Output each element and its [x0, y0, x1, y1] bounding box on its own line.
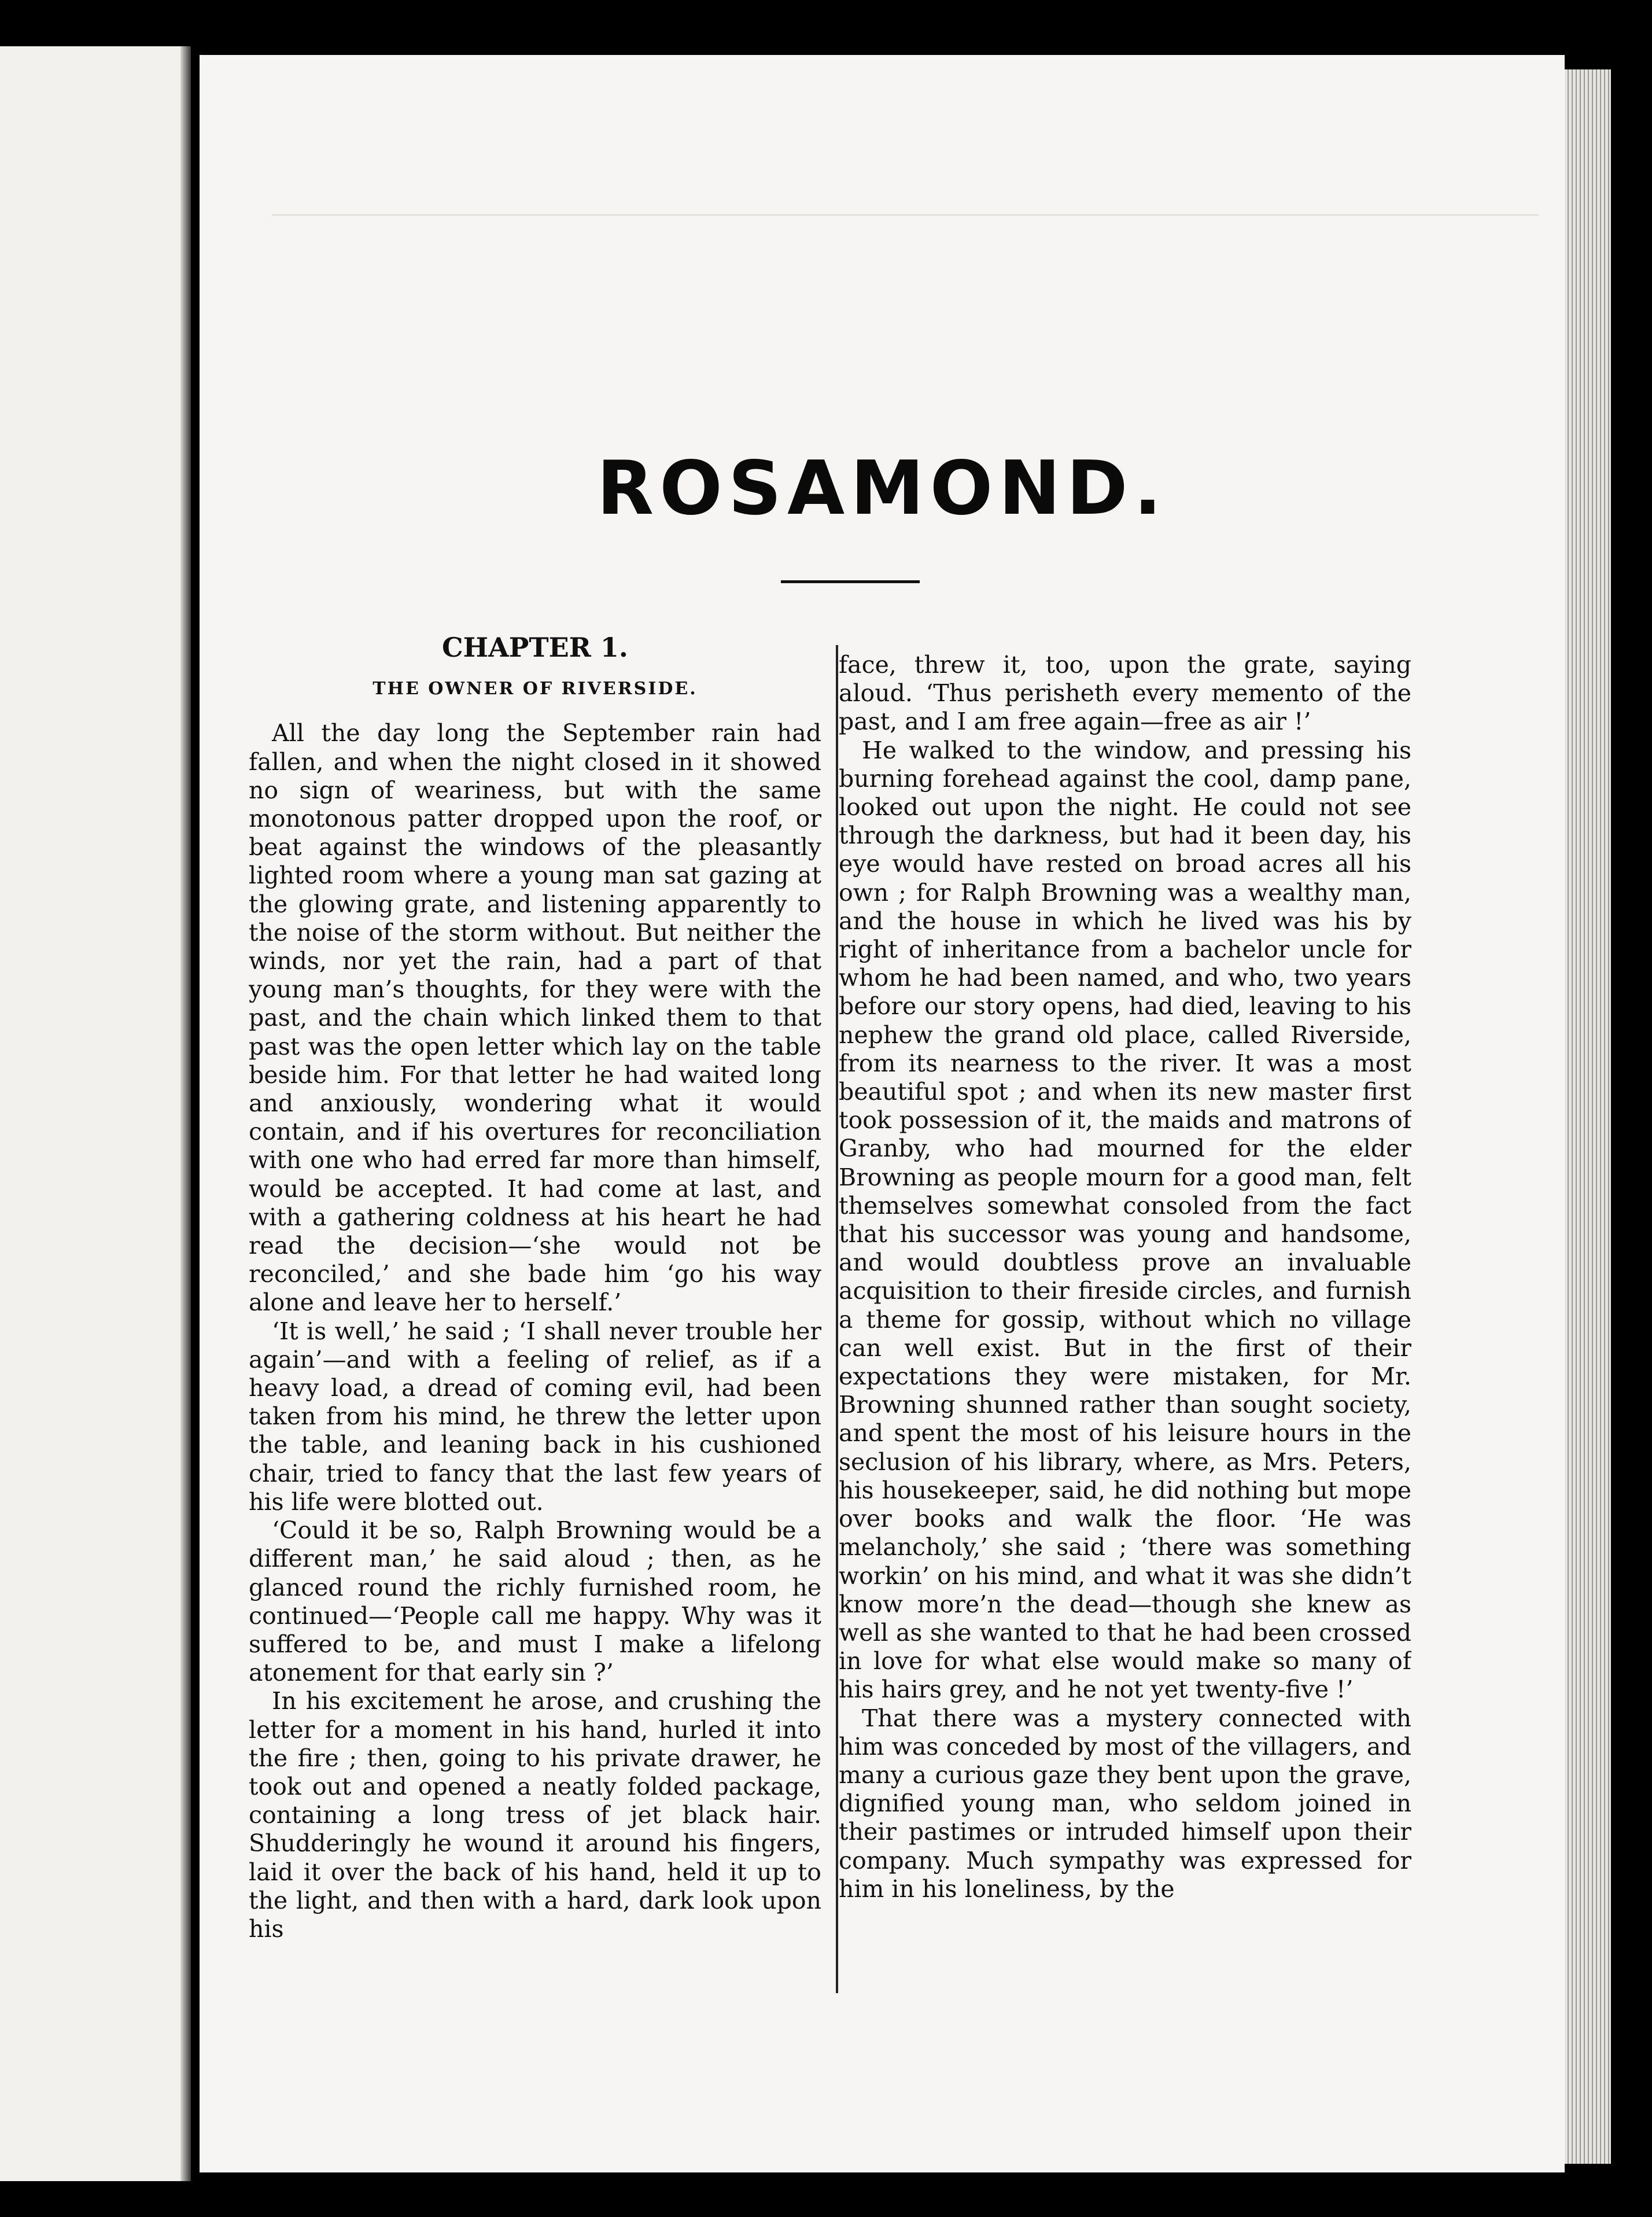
paragraph: In his excitement he arose, and crushing the letter for a moment in his hand, hurled it into the fire ; then, going to his private drawer, he took out and opened a neatly folded package, containing a long tress of jet black hair. Shudderingly he wound it around his fingers, laid it over the back of his hand, held it up to the light, and then with a hard, dark look upon his [249, 1687, 821, 1943]
book-gutter [180, 46, 191, 2181]
right-column [839, 651, 1411, 2016]
paragraph: He walked to the window, and pressing his burning forehead against the cool, damp pane, looked out upon the night. He could not see through the darkness, but had it been day, his eye would have rested on broad acres all his own ; for Ralph Browning was a wealthy man, and the house in which he lived was his by right of inheritance from a bachelor uncle for whom he had been named, and who, two years before our story opens, had died, leaving to his nephew the grand old place, called Riverside, from its nearness to the river. It was a most beautiful spot ; and when its new master first took possession of it, the maids and matrons of Granby, who had mourned for the elder Browning as people mourn for a good man, felt themselves somewhat consoled from the fact that his successor was young and handsome, and would doubtless prove an invaluable acquisition to their fireside circles, and furnish a theme for gossip, without which no village can well exist. But in the first of their expectations they were mistaken, for Mr. Browning shunned rather than sought society, and spent the most of his leisure hours in the seclusion of his library, where, as Mrs. Peters, his housekeeper, said, he did nothing but mope over books and walk the floor. ‘He was melancholy,’ she said ; ‘there was something workin’ on his mind, and what it was she didn’t know more’n the dead—though she knew as well as she wanted to that he had been crossed in love for what else would make so many of his hairs grey, and he not yet twenty-five !’ [839, 736, 1411, 1704]
chapter-subtitle: THE OWNER OF RIVERSIDE. [373, 679, 698, 699]
paragraph: ‘Could it be so, Ralph Browning would be a different man,’ he said aloud ; then, as he glanced round the richly furnished room, he continued—‘People call me happy. Why was it suffered to be, and must I make a lifelong atonement for that early sin ?’ [249, 1516, 821, 1687]
title-rule [781, 580, 920, 583]
facing-page [0, 46, 191, 2181]
paragraph: ‘It is well,’ he said ; ‘I shall never trouble her again’—and with a feeling of relief, as if a heavy load, a dread of coming evil, had been taken from his mind, he threw the letter upon the table, and leaning back in his cushioned chair, tried to fancy that the last few years of his life were blotted out. [249, 1317, 821, 1516]
chapter-heading: CHAPTER 1. [442, 634, 628, 663]
show-through-rule [272, 214, 1539, 216]
paragraph: All the day long the September rain had fallen, and when the night closed in it showed no sign of weariness, but with the same monotonous patter dropped upon the roof, or beat against the windows of the pleasantly lighted room where a young man sat gazing at the glowing grate, and listening apparently to the noise of the storm without. But neither the winds, nor yet the rain, had a part of that young man’s thoughts, for they were with the past, and the chain which linked them to that past was the open letter which lay on the table beside him. For that letter he had waited long and anxiously, wondering what it would contain, and if his overtures for reconciliation with one who had erred far more than himself, would be accepted. It had come at last, and with a gathering coldness at his heart he had read the decision—‘she would not be reconciled,’ and she bade him ‘go his way alone and leave her to herself.’ [249, 719, 821, 1317]
left-column [249, 634, 821, 1999]
column-rule [836, 645, 838, 1993]
page-title: ROSAMOND. [596, 445, 1168, 532]
page-edges [1565, 69, 1611, 2164]
paragraph: That there was a mystery connected with him was conceded by most of the villagers, and many a curious gaze they bent upon the grave, dignified young man, who seldom joined in their pastimes or intruded himself upon their company. Much sympathy was expressed for him in his loneliness, by the [839, 1704, 1411, 1903]
paragraph: face, threw it, too, upon the grate, saying aloud. ‘Thus perisheth every memento of the past, and I am free again—free as air !’ [839, 651, 1411, 736]
